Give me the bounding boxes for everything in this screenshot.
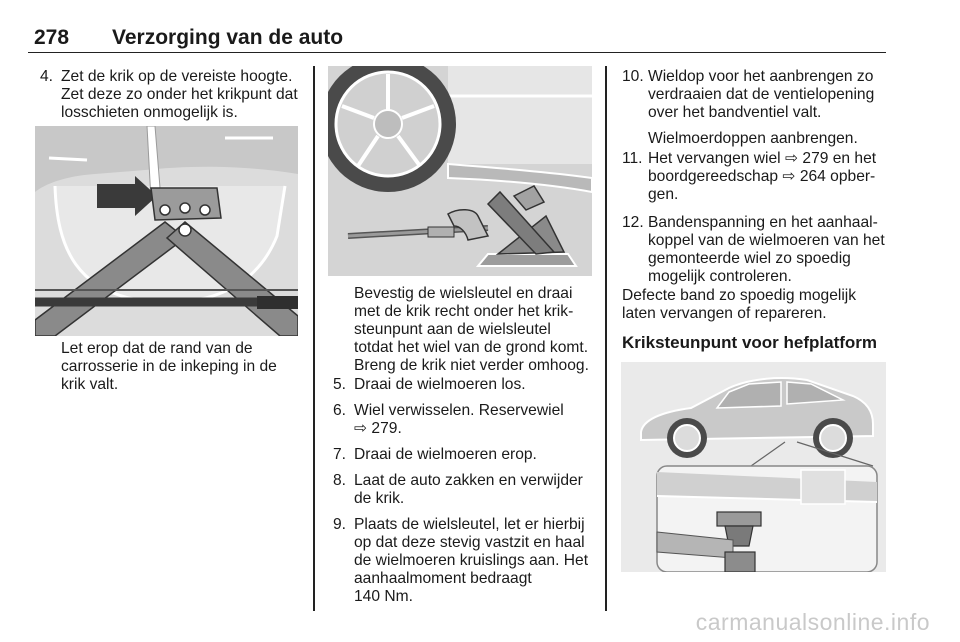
watermark: carmanualsonline.info (695, 609, 930, 635)
step-line: Bandenspanning en het aanhaal- (648, 214, 878, 231)
step-number: 8. (333, 472, 347, 489)
step-line: Wieldop voor het aanbrengen zo (648, 68, 874, 85)
wrench-note (354, 285, 599, 375)
step-number: 5. (333, 376, 347, 393)
step-line (648, 168, 888, 186)
lift-point-figure (621, 362, 886, 572)
step-line: gemonteerde wiel zo spoedig (648, 250, 851, 267)
page-ref[interactable]: 279. (371, 420, 402, 437)
step-line: Zet deze zo onder het krikpunt dat (61, 86, 298, 103)
note-line: carrosserie in de inkeping in de (61, 358, 277, 375)
step-line: Zet de krik op de vereiste hoogte. (61, 68, 293, 85)
step-line: Draai de wielmoeren los. (354, 376, 526, 393)
note-line: Bevestig de wielsleutel en draai (354, 285, 573, 302)
step-line: aanhaalmoment bedraagt (354, 570, 532, 587)
page-ref-arrow-icon: ⇨ (784, 150, 799, 167)
note-line: Breng de krik niet verder omhoog. (354, 357, 589, 374)
para-line: laten vervangen of repareren. (622, 305, 827, 322)
step-number: 11. (622, 150, 643, 167)
step-line: gen. (648, 186, 679, 203)
note-line: met de krik recht onder het krik- (354, 303, 574, 320)
step-line: de wielmoeren kruislings aan. Het (354, 552, 589, 569)
step-line: Wielmoerdoppen aanbrengen. (648, 130, 858, 147)
step-line: mogelijk controleren. (648, 268, 792, 285)
note-line: krik valt. (61, 376, 119, 393)
page-number: 278 (34, 26, 70, 49)
section-heading: Kriksteunpunt voor hefplatform (622, 333, 878, 352)
jack-closeup-figure (35, 126, 298, 336)
step-line: Draai de wielmoeren erop. (354, 446, 537, 463)
step-ref-line (354, 420, 598, 438)
step-text: Het vervangen wiel (648, 150, 781, 167)
step-line: verdraaien dat de ventielopening (648, 86, 875, 103)
para-line: Defecte band zo spoedig mogelijk (622, 287, 857, 304)
jack-raise-figure (328, 66, 592, 276)
page-ref[interactable]: 279 en het (802, 150, 877, 167)
note-line: Let erop dat de rand van de (61, 340, 253, 357)
step-line: op dat deze stevig vastzit en haal (354, 534, 585, 551)
step-line: Wiel verwisselen. Reservewiel (354, 402, 564, 419)
step-number: 6. (333, 402, 347, 419)
step-number: 10. (622, 68, 644, 85)
step-number: 9. (333, 516, 347, 533)
step-line: de krik. (354, 490, 405, 507)
step-number: 7. (333, 446, 347, 463)
note-line: totdat het wiel van de grond komt. (354, 339, 589, 356)
step-line (648, 150, 888, 168)
step-line: Laat de auto zakken en verwijder (354, 472, 583, 489)
column-divider-2 (605, 66, 607, 611)
step-line: 140 Nm. (354, 588, 413, 605)
step-line: losschieten onmogelijk is. (61, 104, 238, 121)
page-ref-arrow-icon: ⇨ (354, 420, 368, 437)
step-line: over het bandventiel valt. (648, 104, 822, 121)
step-number: 4. (40, 68, 54, 85)
step-text: boordgereedschap (648, 168, 779, 185)
page-header (28, 22, 886, 53)
page-ref[interactable]: 264 opber- (799, 168, 876, 185)
step-number: 12. (622, 214, 644, 231)
column-divider-1 (313, 66, 315, 611)
defect-tyre-paragraph (622, 287, 887, 323)
jack-closeup-illustration (35, 126, 298, 336)
page-title: Verzorging van de auto (112, 26, 344, 49)
note-line: steunpunt aan de wielsleutel (354, 321, 551, 338)
step-line: koppel van de wielmoeren van het (648, 232, 885, 249)
page-ref-arrow-icon: ⇨ (782, 168, 796, 185)
jack-edge-note (61, 340, 301, 394)
lift-point-illustration (621, 362, 886, 572)
jack-raise-illustration (328, 66, 592, 276)
step-line: Plaats de wielsleutel, let er hierbij (354, 516, 585, 533)
